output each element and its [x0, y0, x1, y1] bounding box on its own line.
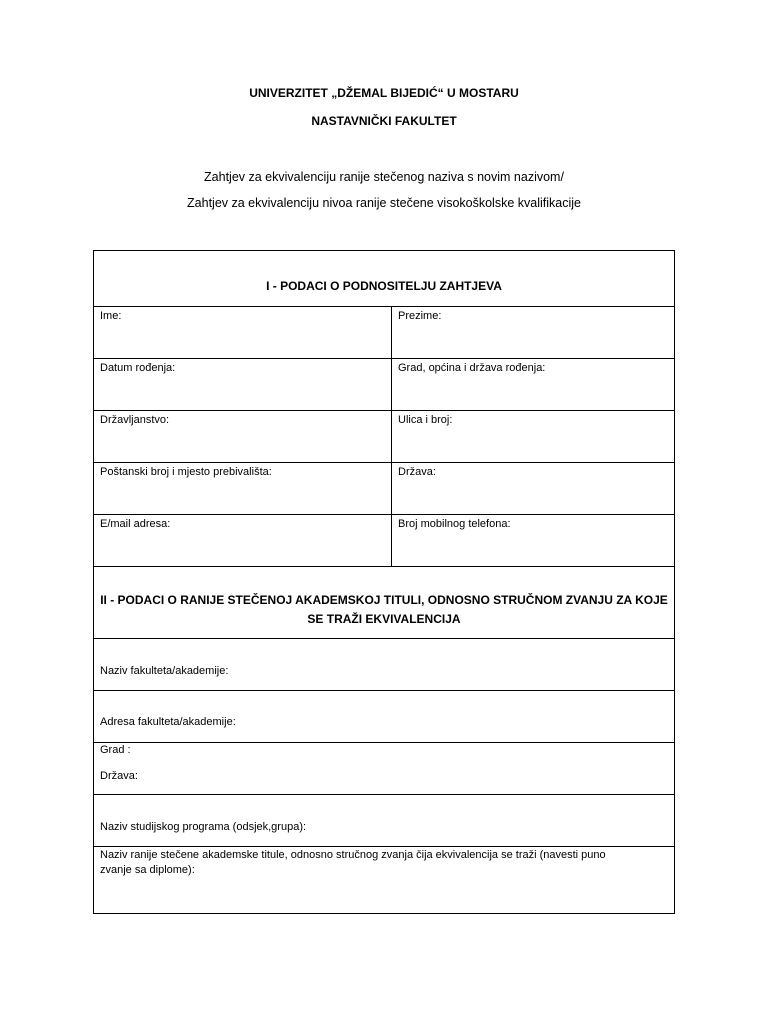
country-label: Država:	[100, 770, 138, 782]
section-2-header	[94, 567, 674, 639]
birth-place-field[interactable]: Grad, općina i država rođenja:	[398, 362, 546, 374]
study-program-field[interactable]	[94, 795, 674, 847]
section-1-header	[94, 251, 674, 307]
first-name-field[interactable]: Ime:	[94, 307, 392, 358]
faculty-address-label: Adresa fakulteta/akademije:	[100, 716, 236, 728]
previous-title-field[interactable]	[94, 847, 674, 913]
city-country-field[interactable]	[94, 743, 674, 795]
application-form-table	[93, 250, 675, 914]
street-field[interactable]: Ulica i broj:	[398, 414, 453, 426]
form-row-contact	[94, 515, 674, 567]
faculty-name: NASTAVNIČKI FAKULTET	[311, 114, 457, 128]
previous-title-label-line-1: Naziv ranije stečene akademske titule, odnosno stručnog zvanja čija ekvivalencija se traži (navesti puno	[100, 849, 606, 861]
section-1-title: I - PODACI O PODNOSITELJU ZAHTJEVA	[266, 279, 502, 293]
form-row-citizenship	[94, 411, 674, 463]
mobile-phone-field[interactable]: Broj mobilnog telefona:	[398, 518, 511, 530]
form-row-residence	[94, 463, 674, 515]
country-field[interactable]: Država:	[398, 466, 436, 478]
city-label: Grad :	[100, 744, 131, 756]
email-field[interactable]: E/mail adresa:	[94, 515, 392, 566]
faculty-name-label: Naziv fakulteta/akademije:	[100, 665, 229, 677]
faculty-address-field[interactable]	[94, 691, 674, 743]
form-subtitle-2: Zahtjev za ekvivalenciju nivoa ranije stečene visokoškolske kvalifikacije	[187, 196, 581, 210]
form-row-name	[94, 307, 674, 359]
study-program-label: Naziv studijskog programa (odsjek,grupa):	[100, 821, 307, 833]
last-name-field[interactable]: Prezime:	[398, 310, 442, 322]
citizenship-field[interactable]: Državljanstvo:	[94, 411, 392, 462]
university-name: UNIVERZITET „DŽEMAL BIJEDIĆ“ U MOSTARU	[249, 86, 519, 100]
section-2-title-line-2: SE TRAŽI EKVIVALENCIJA	[307, 612, 461, 626]
previous-title-label-line-2: zvanje sa diplome):	[100, 864, 195, 876]
birth-date-field[interactable]: Datum rođenja:	[94, 359, 392, 410]
form-row-birth	[94, 359, 674, 411]
form-subtitle-1: Zahtjev za ekvivalenciju ranije stečenog naziva s novim nazivom/	[204, 170, 564, 184]
faculty-name-field[interactable]	[94, 639, 674, 691]
section-2-title-line-1: II - PODACI O RANIJE STEČENOJ AKADEMSKOJ TITULI, ODNOSNO STRUČNOM ZVANJU ZA KOJE	[100, 593, 668, 607]
postal-code-field[interactable]: Poštanski broj i mjesto prebivališta:	[94, 463, 392, 514]
